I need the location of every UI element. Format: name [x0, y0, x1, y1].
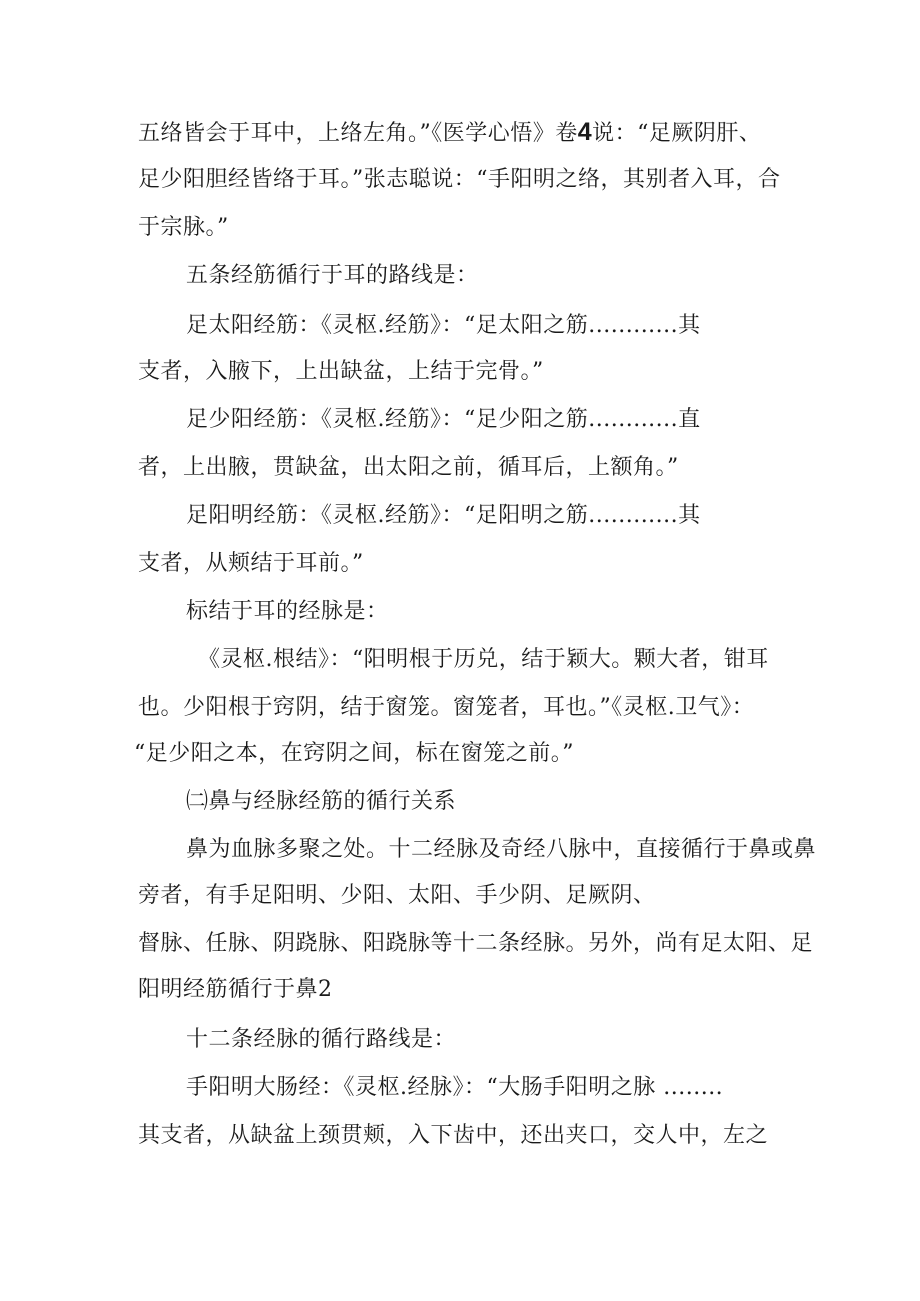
paragraph-heading: 标结于耳的经脉是： [186, 599, 389, 624]
text-line: 旁者，有手足阳明、少阳、太阳、手少阴、足厥阴、 [138, 883, 656, 908]
text-segment: 五络皆会于耳中，上络左角。”《医学心悟》卷 [138, 121, 578, 146]
paragraph-heading: 十二条经脉的循行路线是： [186, 1027, 457, 1052]
text-line: 足少阳胆经皆络于耳。”张志聪说：“手阳明之络，其别者入耳，合 [138, 167, 781, 192]
text-line: 阳明经筋循行于鼻2 [138, 977, 333, 1002]
text-line: 督脉、任脉、阴跷脉、阳跷脉等十二条经脉。另外，尚有足太阳、足 [138, 931, 814, 956]
text-segment: 说：“足厥阴肝、 [592, 121, 762, 146]
text-line: “足少阳之本，在窍阴之间，标在窗笼之前。” [134, 741, 574, 766]
volume-number: 4 [577, 118, 593, 146]
paragraph-heading: 五条经筋循行于耳的路线是： [186, 263, 479, 288]
text-line: 足太阳经筋：《灵枢.经筋》：“足太阳之筋............其 [186, 313, 701, 338]
text-line: 于宗脉。” [138, 215, 229, 240]
text-line: 也。少阳根于窍阴，结于窗笼。窗笼者，耳也。”《灵枢.卫气》： [138, 695, 755, 720]
text-line: 鼻为血脉多聚之处。十二经脉及奇经八脉中，直接循行于鼻或鼻 [186, 837, 817, 862]
text-line: 支者，从颊结于耳前。” [138, 551, 364, 576]
text-line: 其支者，从缺盆上颈贯颊，入下齿中，还出夹口，交人中，左之 [138, 1123, 769, 1148]
text-line [138, 118, 761, 148]
text-line: 者，上出腋，贯缺盆，出太阳之前，循耳后，上额角。” [138, 455, 679, 480]
text-line: 足少阳经筋：《灵枢.经筋》：“足少阳之筋............直 [186, 407, 701, 432]
text-line: 《灵枢.根结》：“阳明根于历兑，结于颖大。颗大者，钳耳 [198, 647, 769, 672]
text-line: 手阳明大肠经：《灵枢.经脉》：“大肠手阳明之脉 ........ [186, 1075, 724, 1100]
text-line: 支者，入腋下，上出缺盆，上结于完骨。” [138, 359, 544, 384]
text-line: 足阳明经筋：《灵枢.经筋》：“足阳明之筋............其 [186, 503, 701, 528]
section-heading: ㈡鼻与经脉经筋的循行关系 [186, 789, 457, 814]
